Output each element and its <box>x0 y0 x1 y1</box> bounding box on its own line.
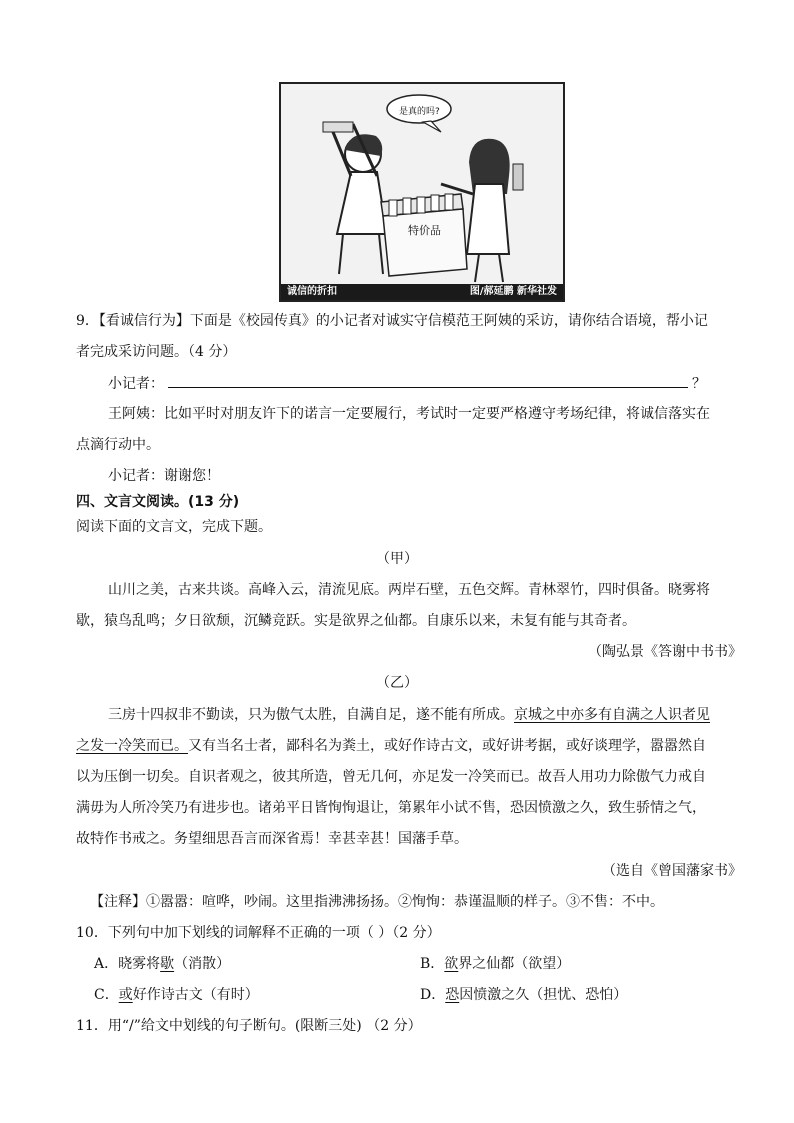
reporter-question-mark: ？ <box>692 376 706 392</box>
passage-b-source: （选自《曾国藩家书》 <box>602 863 742 879</box>
q10-option-b[interactable] <box>420 954 570 974</box>
passage-a-line1: 山川之美，古来共谈。高峰入云，清流见底。两岸石壁，五色交辉。青林翠竹，四时俱备。晓雾将 <box>108 582 710 598</box>
passage-b-line1 <box>108 705 746 725</box>
q11-stem: 11．用“/”给文中划线的句子断句。(限断三处) （2 分） <box>76 1018 422 1034</box>
cartoon-caption-right: 图/郝延鹏 新华社发 <box>469 286 557 297</box>
cartoon-image <box>279 82 565 302</box>
passage-b-line3: 以为压倒一切矣。自识者观之，彼其所造，曾无几何，亦足发一冷笑而已。故吾人用功力除傲气力戒自 <box>76 769 706 785</box>
cartoon-caption-bar <box>281 284 563 300</box>
speech-bubble-text: 是真的吗? <box>399 107 440 117</box>
option-text: 晓雾将 <box>118 956 161 972</box>
option-text: （消散） <box>174 956 231 972</box>
q10-option-a[interactable] <box>94 954 230 974</box>
q9-stem-line2: 者完成采访问题。（4 分） <box>76 344 237 360</box>
q10-option-d[interactable] <box>420 985 627 1005</box>
option-letter: A． <box>94 956 119 972</box>
passage-a-label: （甲） <box>376 551 418 567</box>
q10-stem: 10．下列句中加下划线的词解释不正确的一项（ ）（2 分） <box>76 925 441 941</box>
option-underlined-word: 欲 <box>444 956 459 972</box>
option-text: 因愤激之久（担忧、恐怕） <box>459 987 628 1003</box>
cartoon-caption-left: 诚信的折扣 <box>287 286 337 297</box>
annotation-notes: 【注释】①嚣嚣：喧哗，吵闹。这里指沸沸扬扬。②恂恂：恭谨温顺的样子。③不售：不中。 <box>90 894 664 910</box>
q9-thanks: 小记者：谢谢您！ <box>108 468 220 484</box>
option-letter: C． <box>94 987 119 1003</box>
reporter-label: 小记者： <box>108 376 164 392</box>
underlined-sentence-part1: 京城之中亦多有自满之人识者见 <box>514 707 710 723</box>
passage-b-line2-text: 又有当名士者，鄙科名为粪土，或好作诗古文，或好讲考据，或好谈理学，嚣嚣然自 <box>188 738 706 754</box>
option-letter: D． <box>420 987 446 1003</box>
option-letter: B． <box>420 956 445 972</box>
answer-blank[interactable] <box>168 373 688 388</box>
q9-reporter-question <box>108 373 746 394</box>
q10-option-c[interactable] <box>94 985 259 1005</box>
passage-b-line5: 故特作书戒之。务望细思吾言而深省焉！幸甚幸甚！国藩手草。 <box>76 831 468 847</box>
q9-wang-line2: 点滴行动中。 <box>76 437 160 453</box>
passage-a-source: （陶弘景《答谢中书书》 <box>588 644 742 660</box>
passage-b-label: （乙） <box>376 675 418 691</box>
q9-wang-line1: 王阿姨：比如平时对朋友许下的诺言一定要履行，考试时一定要严格遵守考场纪律，将诚信落实在 <box>108 406 710 422</box>
passage-a-line2: 歇，猿鸟乱鸣；夕日欲颓，沉鳞竞跃。实是欲界之仙都。自康乐以来，未复有能与其奇者。 <box>76 613 636 629</box>
option-underlined-word: 恐 <box>445 987 460 1003</box>
box-label: 特价品 <box>408 224 441 237</box>
option-text: 界之仙都（欲望） <box>458 956 571 972</box>
underlined-sentence-part2: 之发一冷笑而已。 <box>76 738 188 754</box>
q9-stem-line1: 9．【看诚信行为】下面是《校园传真》的小记者对诚实守信模范王阿姨的采访，请你结合语境，帮小记 <box>76 313 708 329</box>
section4-heading: 四、文言文阅读。(13 分) <box>76 494 240 510</box>
passage-b-line4: 满毋为人所冷笑乃有进步也。诸弟平日皆恂恂退让，第累年小试不售，恐因愤激之久，致生骄情之气， <box>76 800 706 816</box>
option-underlined-word: 歇 <box>160 956 175 972</box>
passage-b-line1-text: 三房十四叔非不勤读，只为傲气太胜，自满自足，遂不能有所成。 <box>108 707 514 723</box>
option-underlined-word: 或 <box>118 987 133 1003</box>
option-text: 好作诗古文（有时） <box>132 987 259 1003</box>
passage-b-line2 <box>76 736 746 756</box>
section4-instruction: 阅读下面的文言文，完成下题。 <box>76 519 272 535</box>
